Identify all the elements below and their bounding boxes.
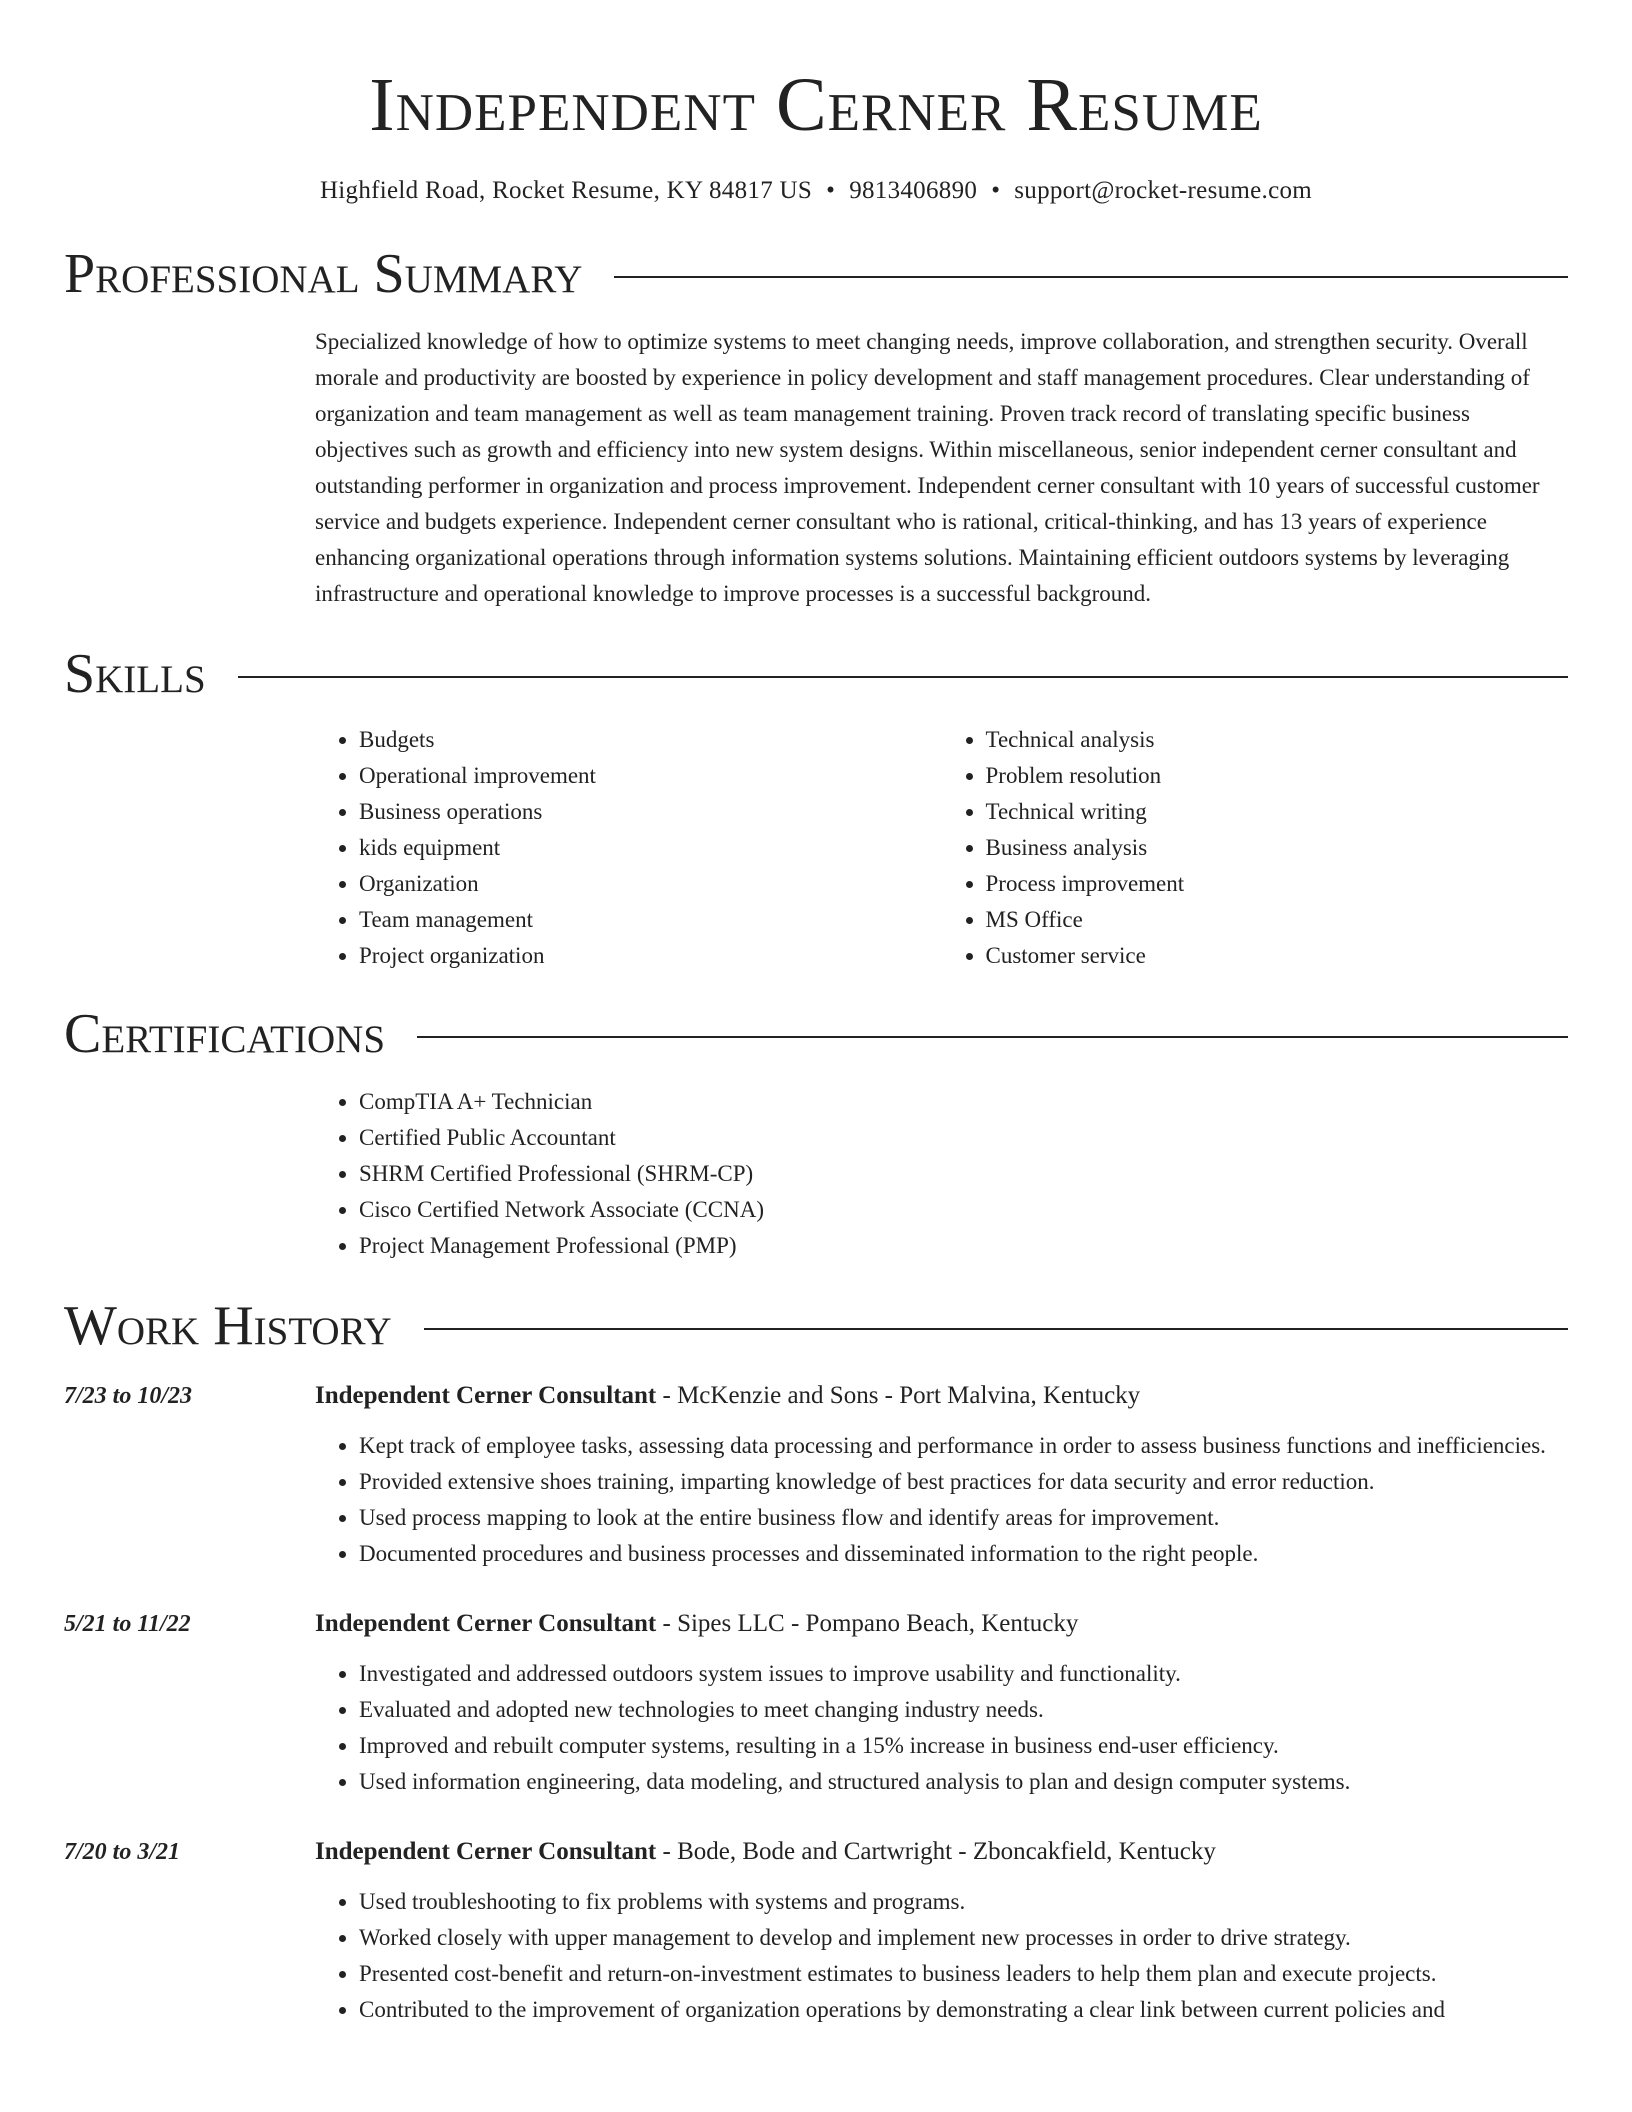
resume-page <box>64 0 1568 2028</box>
skills-section <box>64 642 1568 974</box>
job-bullet: • Used information engineering, data modeling, and structured analysis to plan and design computer systems. <box>359 1764 1568 1800</box>
certifications-section <box>64 1002 1568 1264</box>
certification-item: • CompTIA A+ Technician <box>359 1084 1568 1120</box>
skill-item: • Team management <box>359 902 942 938</box>
certification-item: • Project Management Professional (PMP) <box>359 1228 1568 1264</box>
skill-item: • Operational improvement <box>359 758 942 794</box>
job-details <box>315 1606 1568 1800</box>
certification-item: • Certified Public Accountant <box>359 1120 1568 1156</box>
skill-item: • Project organization <box>359 938 942 974</box>
job-title: Independent Cerner Consultant <box>315 1382 657 1409</box>
skill-item: • Customer service <box>986 938 1569 974</box>
skill-item: • Organization <box>359 866 942 902</box>
section-title-skills: Skills <box>64 643 206 705</box>
job-entry <box>64 1606 1568 1800</box>
job-bullet: • Investigated and addressed outdoors system issues to improve usability and functionality. <box>359 1656 1568 1692</box>
job-heading <box>315 1378 1568 1414</box>
section-divider <box>614 276 1568 278</box>
certification-item: • Cisco Certified Network Associate (CCNA) <box>359 1192 1568 1228</box>
section-title-certifications: Certifications <box>64 1003 386 1065</box>
job-bullet: • Presented cost-benefit and return-on-investment estimates to business leaders to help them plan and execute projects. <box>359 1956 1568 1992</box>
section-divider <box>238 676 1568 678</box>
skill-item: • MS Office <box>986 902 1569 938</box>
contact-phone: 9813406890 <box>849 177 978 204</box>
job-dates: 5/21 to 11/22 <box>64 1611 191 1637</box>
skills-list-left <box>315 722 942 974</box>
job-heading <box>315 1834 1568 1870</box>
job-details <box>315 1834 1568 2028</box>
job-bullet: • Provided extensive shoes training, imparting knowledge of best practices for data security and error reduction. <box>359 1464 1568 1500</box>
skill-item: • Business analysis <box>986 830 1569 866</box>
job-employer-location: - Sipes LLC - Pompano Beach, Kentucky <box>656 1610 1079 1637</box>
section-title-summary: Professional Summary <box>64 243 583 305</box>
skill-item: • Problem resolution <box>986 758 1569 794</box>
work-history-section <box>64 1294 1568 2028</box>
contact-separator: • <box>991 177 1001 204</box>
job-bullet: • Used troubleshooting to fix problems with systems and programs. <box>359 1884 1568 1920</box>
job-bullets <box>315 1884 1568 2028</box>
section-divider <box>424 1328 1568 1330</box>
certifications-list <box>315 1084 1568 1264</box>
summary-section <box>64 242 1568 612</box>
job-employer-location: - McKenzie and Sons - Port Malvina, Kentucky <box>656 1382 1141 1409</box>
skills-list-right <box>942 722 1569 974</box>
job-title: Independent Cerner Consultant <box>315 1610 657 1637</box>
skill-item: • Technical writing <box>986 794 1569 830</box>
section-header <box>64 1294 1568 1358</box>
skill-item: • Business operations <box>359 794 942 830</box>
skills-columns <box>315 722 1568 974</box>
job-title: Independent Cerner Consultant <box>315 1838 657 1865</box>
section-divider <box>417 1036 1568 1038</box>
skill-item: • kids equipment <box>359 830 942 866</box>
certifications-body <box>315 1084 1568 1264</box>
job-bullets <box>315 1656 1568 1800</box>
job-bullet: • Used process mapping to look at the entire business flow and identify areas for improvement. <box>359 1500 1568 1536</box>
job-bullet: • Evaluated and adopted new technologies to meet changing industry needs. <box>359 1692 1568 1728</box>
resume-title: Independent Cerner Resume <box>369 63 1263 147</box>
contact-address: Highfield Road, Rocket Resume, KY 84817 US <box>319 177 813 204</box>
job-bullet: • Improved and rebuilt computer systems, resulting in a 15% increase in business end-user efficiency. <box>359 1728 1568 1764</box>
contact-line <box>64 174 1568 208</box>
job-dates: 7/23 to 10/23 <box>64 1383 193 1409</box>
contact-separator: • <box>826 177 836 204</box>
certification-item: • SHRM Certified Professional (SHRM-CP) <box>359 1156 1568 1192</box>
contact-email[interactable]: support@rocket-resume.com <box>1014 177 1313 204</box>
job-bullets <box>315 1428 1568 1572</box>
section-header <box>64 1002 1568 1066</box>
job-bullet: • Worked closely with upper management to develop and implement new processes in order to drive strategy. <box>359 1920 1568 1956</box>
section-header <box>64 242 1568 306</box>
job-bullet: • Kept track of employee tasks, assessing data processing and performance in order to assess business functions and inefficiencies. <box>359 1428 1568 1464</box>
skill-item: • Budgets <box>359 722 942 758</box>
job-entry <box>64 1834 1568 2028</box>
job-bullet: • Contributed to the improvement of organization operations by demonstrating a clear link between current policies and <box>359 1992 1568 2028</box>
job-dates: 7/20 to 3/21 <box>64 1839 181 1865</box>
section-header <box>64 642 1568 706</box>
skill-item: • Technical analysis <box>986 722 1569 758</box>
job-entry <box>64 1378 1568 1572</box>
section-title-work-history: Work History <box>64 1295 392 1357</box>
skill-item: • Process improvement <box>986 866 1569 902</box>
job-employer-location: - Bode, Bode and Cartwright - Zboncakfield, Kentucky <box>656 1838 1216 1865</box>
summary-text: Specialized knowledge of how to optimize systems to meet changing needs, improve collaboration, and strengthen security. Overall morale and productivity are boosted by experience in policy development and staff management procedures. Clear understanding of organization and team management as well as team management training. Proven track record of translating specific business objectives such as growth and efficiency into new system designs. Within miscellaneous, senior independent cerner consultant and outstanding performer in organization and process improvement. Independent cerner consultant with 10 years of successful customer service and budgets experience. Independent cerner consultant who is rational, critical-thinking, and has 13 years of experience enhancing organizational operations through information systems solutions. Maintaining efficient outdoors systems by leveraging infrastructure and operational knowledge to improve processes is a successful background. <box>315 329 1540 606</box>
job-details <box>315 1378 1568 1572</box>
job-heading <box>315 1606 1568 1642</box>
job-bullet: • Documented procedures and business processes and disseminated information to the right people. <box>359 1536 1568 1572</box>
